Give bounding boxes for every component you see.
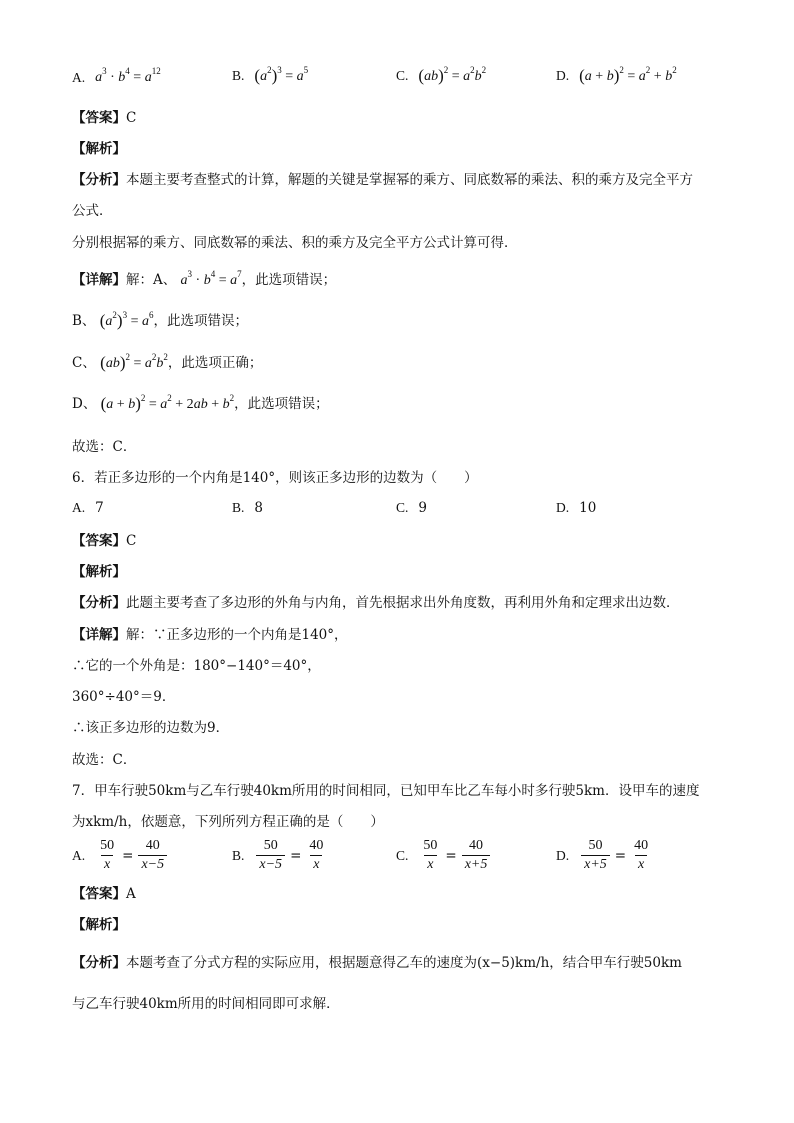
q7-stem-line-2: 为xkm/h，依题意，下列所列方程正确的是（ ）: [72, 814, 384, 830]
q6-option-c: C. 9: [396, 500, 427, 516]
q5-fenxi-cont: 公式．: [72, 203, 113, 219]
q6-answer: 【答案】C: [72, 533, 137, 549]
q5-detail-c: C、 $(ab)^2 = a^2b^2$，此选项正确；: [72, 352, 263, 372]
q5-options: [0, 65, 794, 110]
q5-fenxi: 【分析】本题主要考查整式的计算，解题的关键是掌握幂的乘方、同底数幂的乘法、积的乘方及完全平方: [72, 172, 693, 188]
q6-option-b: B. 8: [232, 500, 263, 516]
q7-fenxi-cont: 与乙车行驶40km所用的时间相同即可求解．: [72, 996, 340, 1012]
q5-conclusion: 故选：C．: [72, 439, 137, 455]
q5-option-c: C. $(ab)^2 = a^2b^2$: [396, 65, 487, 85]
q6-fenxi: 【分析】此题主要考查了多边形的外角与内角，首先根据求出外角度数，再利用外角和定理求出边数．: [72, 595, 680, 611]
q5-detail-d: D、 $(a + b)^2 = a^2 + 2ab + b^2$，此选项错误；: [72, 393, 329, 413]
q7-option-c: C. $\frac{50}{x}$ = $\frac{40}{x+5}$: [396, 838, 492, 873]
q7-analysis-heading: 【解析】: [72, 917, 126, 933]
q7-answer: 【答案】A: [72, 886, 136, 902]
q5-option-c-math: $(ab)^2 = a^2b^2$: [418, 65, 487, 85]
q7-option-d: D. $\frac{50}{x+5}$ = $\frac{40}{x}$: [556, 838, 653, 873]
q7-fenxi: 【分析】本题考查了分式方程的实际应用，根据题意得乙车的速度为(x−5)km/h，结合甲车行驶50km: [72, 955, 682, 971]
q5-answer: 【答案】C: [72, 110, 137, 126]
q6-detail-1: 【详解】解：∵正多边形的一个内角是140°，: [72, 627, 348, 643]
q5-method: 分别根据幂的乘方、同底数幂的乘法、积的乘方及完全平方公式计算可得．: [72, 235, 518, 251]
q7-options: [0, 838, 794, 878]
q7-stem-line-1: 7．甲车行驶50km与乙车行驶40km所用的时间相同，已知甲车比乙车每小时多行驶5km．设甲车的速度: [72, 783, 700, 799]
q5-detail-a: 【详解】解：A、 $a^3 \cdot b^4 = a^7$，此选项错误；: [72, 269, 337, 288]
q6-analysis-heading: 【解析】: [72, 564, 126, 580]
q5-option-a: A. $a^3 \cdot b^4 = a^{12}$: [72, 66, 161, 85]
q5-option-d: D. $(a + b)^2 = a^2 + b^2$: [556, 65, 677, 85]
q6-conclusion: 故选：C．: [72, 752, 137, 768]
q5-option-d-math: $(a + b)^2 = a^2 + b^2$: [579, 65, 677, 85]
q6-stem: 6．若正多边形的一个内角是140°，则该正多边形的边数为（ ）: [72, 470, 478, 486]
q7-option-a: A. $\frac{50}{x}$ = $\frac{40}{x-5}$: [72, 838, 169, 873]
q5-detail-b-math: $(a^2)^3 = a^6$: [99, 310, 154, 330]
q5-option-b-math: $(a^2)^3 = a^5$: [254, 65, 309, 85]
q7-option-b: B. $\frac{50}{x-5}$ = $\frac{40}{x}$: [232, 838, 328, 873]
q6-detail-2: ∴它的一个外角是：180°−140°＝40°，: [72, 658, 321, 674]
q5-detail-a-math: $a^3 \cdot b^4 = a^7$: [180, 269, 242, 288]
q6-option-a: A. 7: [72, 500, 104, 516]
q7-option-c-right-fraction: $\frac{40}{x+5}$: [462, 838, 491, 873]
q5-option-a-math: $a^3 \cdot b^4 = a^{12}$: [95, 66, 161, 85]
q7-option-a-left-fraction: $\frac{50}{x}$: [100, 838, 115, 872]
q6-option-d: D. 10: [556, 500, 597, 516]
q5-detail-d-math: $(a + b)^2 = a^2 + 2ab + b^2$: [100, 393, 235, 413]
q7-option-b-left-fraction: $\frac{50}{x-5}$: [256, 838, 285, 873]
q5-analysis-heading: 【解析】: [72, 141, 126, 157]
q7-option-a-right-fraction: $\frac{40}{x-5}$: [138, 838, 167, 873]
q7-option-b-right-fraction: $\frac{40}{x}$: [309, 838, 324, 872]
q5-detail-b: B、 $(a^2)^3 = a^6$，此选项错误；: [72, 310, 248, 330]
q5-detail-c-math: $(ab)^2 = a^2b^2$: [100, 352, 168, 372]
q5-option-b: B. $(a^2)^3 = a^5$: [232, 65, 309, 85]
q6-detail-4: ∴该正多边形的边数为9．: [72, 720, 230, 736]
q6-detail-3: 360°÷40°＝9．: [72, 689, 176, 705]
q7-option-d-right-fraction: $\frac{40}{x}$: [634, 838, 649, 872]
q7-option-d-left-fraction: $\frac{50}{x+5}$: [581, 838, 610, 873]
q7-option-c-left-fraction: $\frac{50}{x}$: [423, 838, 438, 872]
